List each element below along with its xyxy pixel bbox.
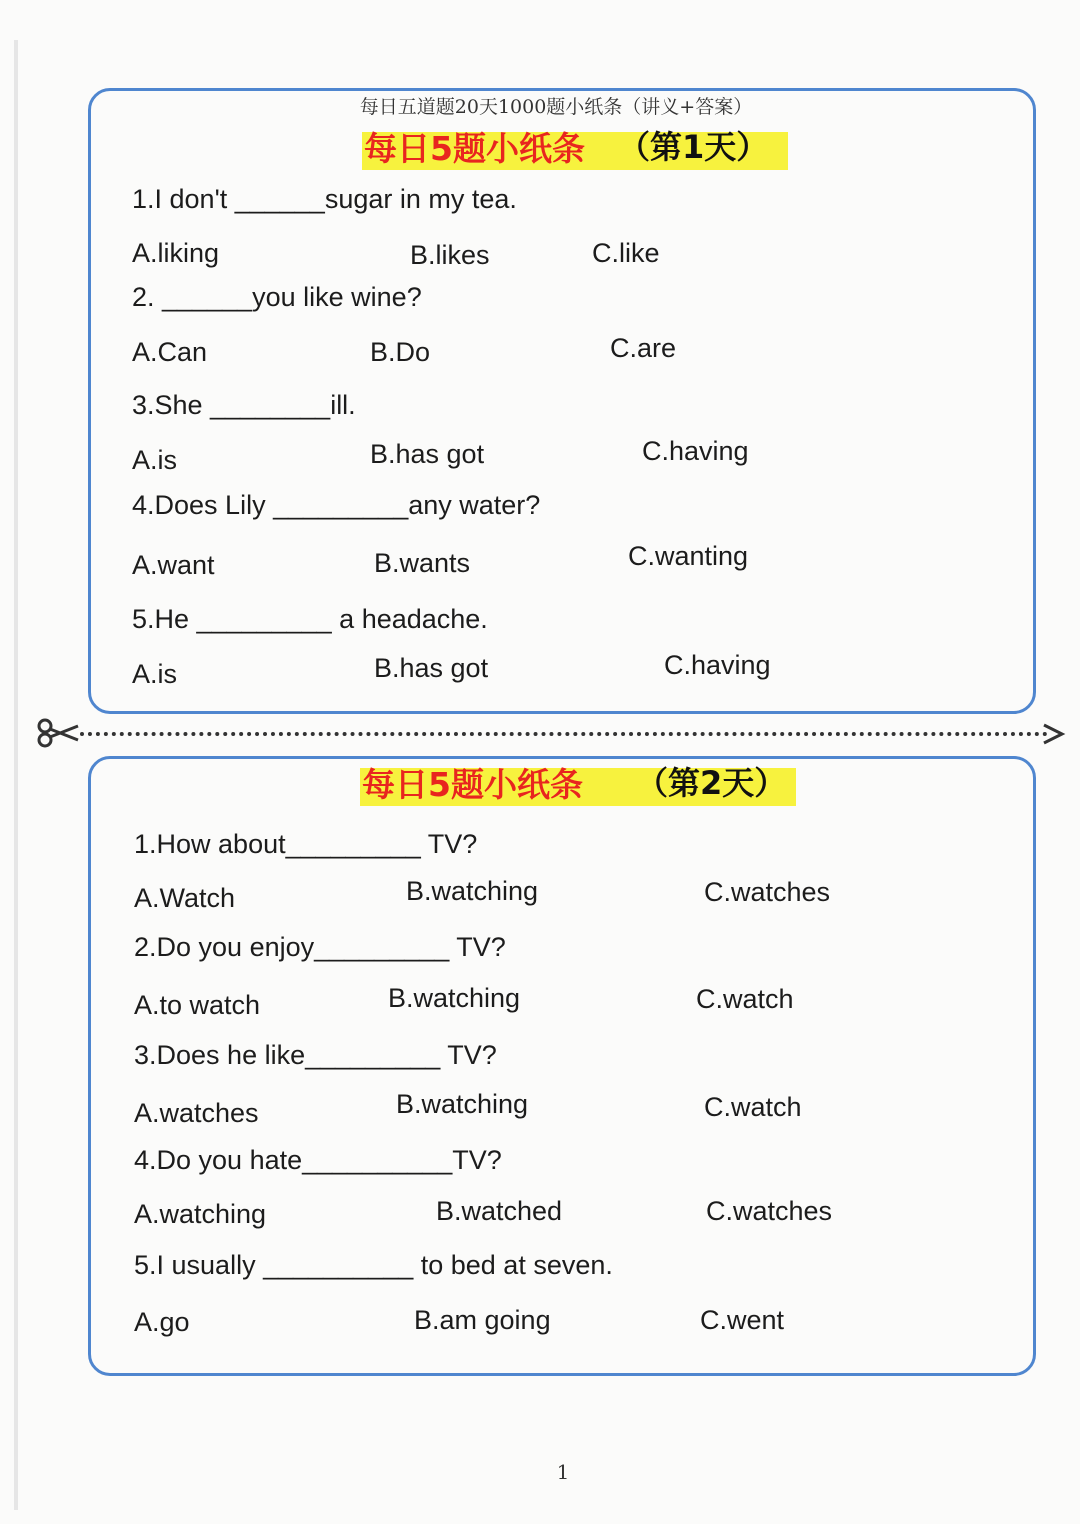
day1-q5: 5.He _________ a headache. (132, 604, 488, 634)
day1-q3-a: A.is (132, 445, 178, 475)
day2-q1-c: C.watches (704, 877, 831, 907)
day2-day-label: （第2天） (636, 764, 787, 802)
day1-q2: 2. ______you like wine? (132, 282, 422, 312)
day2-q4: 4.Do you hate__________TV? (134, 1145, 502, 1175)
page-edge (14, 40, 18, 1510)
day2-title: 每日5题小纸条 (362, 765, 583, 804)
day2-q1: 1.How about_________ TV? (134, 829, 478, 859)
day1-q2-a: A.Can (132, 337, 208, 367)
day1-title: 每日5题小纸条 (364, 129, 585, 168)
day2-q5: 5.I usually __________ to bed at seven. (134, 1250, 613, 1280)
day1-q3-b: B.has got (370, 439, 485, 469)
day1-q3: 3.She ________ill. (132, 390, 356, 420)
day1-q5-a: A.is (132, 659, 178, 689)
day1-q2-c: C.are (610, 333, 677, 363)
day1-q5-c: C.having (664, 650, 771, 680)
day2-q5-b: B.am going (414, 1305, 551, 1335)
day2-q4-b: B.watched (436, 1196, 563, 1226)
day2-q4-a: A.watching (134, 1199, 267, 1229)
day1-q1-c: C.like (592, 238, 660, 268)
day2-q3: 3.Does he like_________ TV? (134, 1040, 497, 1070)
page-header: 每日五道题20天1000题小纸条（讲义+答案） (359, 96, 753, 118)
day2-q2-b: B.watching (388, 983, 521, 1013)
cut-line (80, 732, 1048, 736)
day2-q3-b: B.watching (396, 1089, 529, 1119)
arrow-right-icon (1040, 722, 1068, 746)
page-number: 1 (556, 1460, 570, 1484)
day2-q3-c: C.watch (704, 1092, 802, 1122)
scissors-icon (36, 716, 80, 750)
day1-q3-c: C.having (642, 436, 749, 466)
day1-q4: 4.Does Lily _________any water? (132, 490, 541, 520)
day2-q5-a: A.go (134, 1307, 190, 1337)
day1-q1-a: A.liking (132, 238, 220, 268)
day1-q5-b: B.has got (374, 653, 489, 683)
day1-q1-b: B.likes (410, 240, 490, 270)
day2-q1-a: A.Watch (134, 883, 236, 913)
day1-day-label: （第1天） (618, 128, 769, 166)
day2-q3-a: A.watches (134, 1098, 259, 1128)
day2-q2-c: C.watch (696, 984, 794, 1014)
day1-q4-b: B.wants (374, 548, 471, 578)
day1-q2-b: B.Do (370, 337, 431, 367)
day1-q1: 1.I don't ______sugar in my tea. (132, 184, 517, 214)
day2-q5-c: C.went (700, 1305, 785, 1335)
day2-q2-a: A.to watch (134, 990, 261, 1020)
day2-q2: 2.Do you enjoy_________ TV? (134, 932, 506, 962)
day1-q4-a: A.want (132, 550, 215, 580)
day2-q1-b: B.watching (406, 876, 539, 906)
day2-q4-c: C.watches (706, 1196, 833, 1226)
day1-q4-c: C.wanting (628, 541, 749, 571)
